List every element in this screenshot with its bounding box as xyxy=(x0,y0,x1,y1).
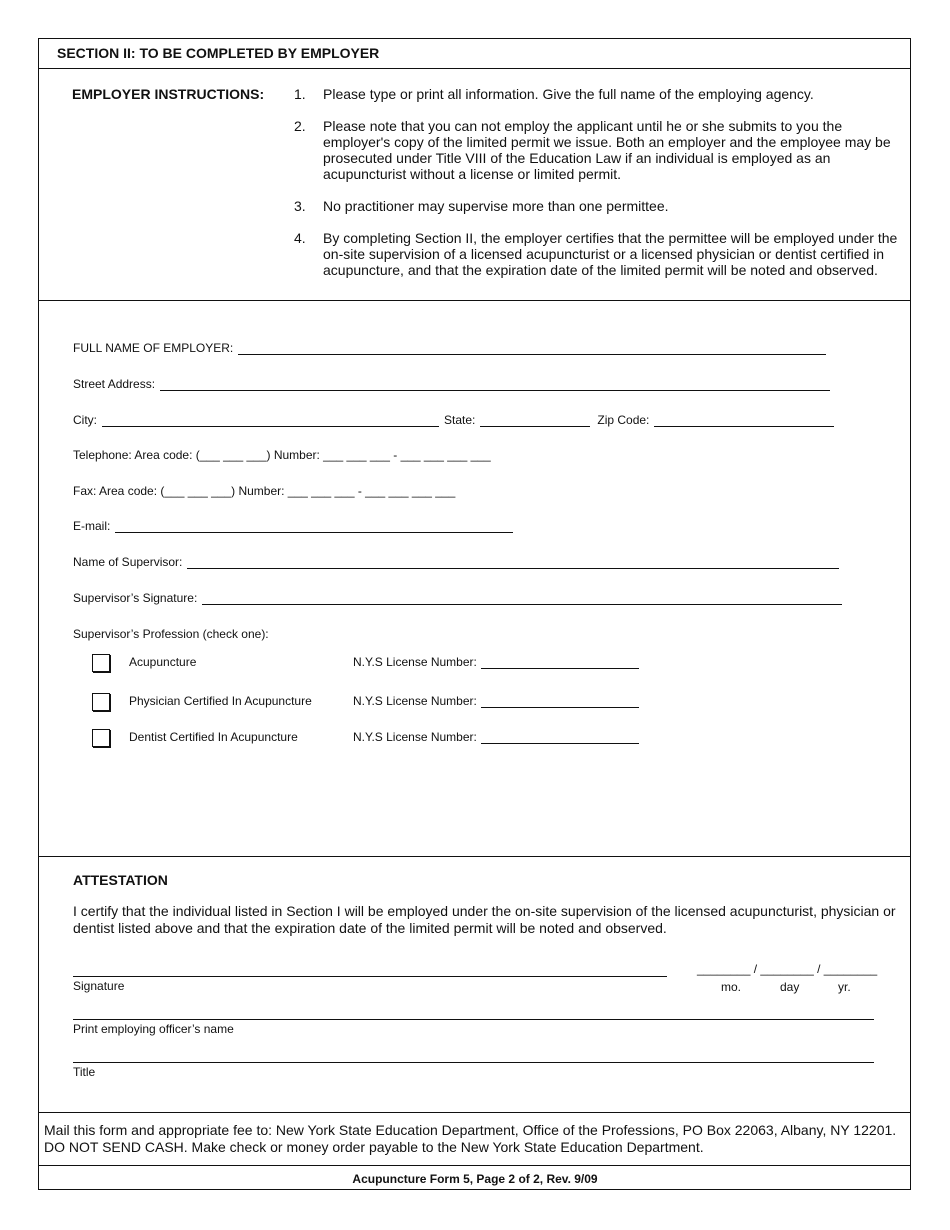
street-address-label: Street Address: xyxy=(73,377,156,391)
license-number-line[interactable] xyxy=(481,656,639,669)
print-name-label: Print employing officer’s name xyxy=(73,1022,234,1036)
fax-field[interactable] xyxy=(73,484,455,498)
print-name-line[interactable] xyxy=(73,1019,874,1020)
date-line[interactable]: ________ / ________ / ________ xyxy=(697,962,878,976)
physician-checkbox[interactable] xyxy=(92,693,110,711)
acupuncture-label: Acupuncture xyxy=(129,655,197,669)
supervisor-name-field[interactable] xyxy=(73,555,839,569)
employer-name-field[interactable] xyxy=(73,341,826,355)
state-line[interactable] xyxy=(480,414,590,427)
city-line[interactable] xyxy=(102,414,439,427)
license-number-line[interactable] xyxy=(481,695,639,708)
license-number-label: N.Y.S License Number: xyxy=(353,730,477,744)
acupuncture-checkbox[interactable] xyxy=(92,654,110,672)
email-label: E-mail: xyxy=(73,519,111,533)
license-number-field[interactable] xyxy=(353,655,639,669)
divider xyxy=(38,1112,911,1113)
divider xyxy=(38,68,911,69)
instruction-number: 3. xyxy=(294,198,306,214)
dentist-checkbox[interactable] xyxy=(92,729,110,747)
instruction-number: 2. xyxy=(294,118,306,134)
telephone-label: Telephone: Area code: (___ ___ ___) Number: ___ ___ ___ - ___ ___ ___ ___ xyxy=(73,448,491,462)
supervisor-name-label: Name of Supervisor: xyxy=(73,555,183,569)
instruction-text: By completing Section II, the employer certifies that the permittee will be employed under the on-site supervision of a licensed acupuncturist or a licensed physician or dentist certified in acupuncture, and that the expiration date of the limited permit will be noted and observed. xyxy=(323,230,898,278)
dentist-label: Dentist Certified In Acupuncture xyxy=(129,730,298,744)
employer-name-label: FULL NAME OF EMPLOYER: xyxy=(73,341,234,355)
license-number-line[interactable] xyxy=(481,731,639,744)
form-footer: Acupuncture Form 5, Page 2 of 2, Rev. 9/09 xyxy=(352,1172,598,1186)
city-label: City: xyxy=(73,413,97,427)
year-label: yr. xyxy=(838,980,851,994)
zip-line[interactable] xyxy=(654,414,834,427)
divider xyxy=(38,300,911,301)
employer-name-line[interactable] xyxy=(238,342,826,355)
section-title: SECTION II: TO BE COMPLETED BY EMPLOYER xyxy=(57,45,380,61)
fax-label: Fax: Area code: (___ ___ ___) Number: ___ ___ ___ - ___ ___ ___ ___ xyxy=(73,484,456,498)
divider xyxy=(38,856,911,857)
telephone-field[interactable] xyxy=(73,448,491,462)
street-address-line[interactable] xyxy=(160,378,830,391)
mailing-instructions: Mail this form and appropriate fee to: New York State Education Department, Office of the Professions, PO Box 22063, Albany, NY 12201. DO NOT SEND CASH. Make check or money order payable to the New York State Education Department. xyxy=(44,1122,897,1155)
license-number-field[interactable] xyxy=(353,730,639,744)
license-number-label: N.Y.S License Number: xyxy=(353,694,477,708)
instruction-text: Please note that you can not employ the applicant until he or she submits to you the employer's copy of the limited permit we issue. Both an employer and the employee may be prosecuted under Title VIII of the Education Law if an individual is employed as an acupuncturist without a license or limited permit. xyxy=(323,118,891,182)
instruction-number: 4. xyxy=(294,230,306,246)
zip-label: Zip Code: xyxy=(597,413,650,427)
attestation-title: ATTESTATION xyxy=(73,872,168,888)
state-label: State: xyxy=(444,413,476,427)
supervisor-name-line[interactable] xyxy=(187,556,839,569)
street-address-field[interactable] xyxy=(73,377,830,391)
city-state-zip-field[interactable] xyxy=(73,413,834,427)
supervisor-signature-line[interactable] xyxy=(202,592,842,605)
divider xyxy=(38,1165,911,1166)
supervisor-signature-label: Supervisor’s Signature: xyxy=(73,591,198,605)
attestation-text: I certify that the individual listed in Section I will be employed under the on-site supervision of the licensed acupuncturist, physician or dentist listed above and that the expiration date of the limited permit will be noted and observed. xyxy=(73,903,896,936)
instruction-text: Please type or print all information. Give the full name of the employing agency. xyxy=(323,86,814,102)
email-field[interactable] xyxy=(73,519,513,533)
supervisor-profession-label: Supervisor’s Profession (check one): xyxy=(73,627,269,641)
title-label: Title xyxy=(73,1065,96,1079)
month-label: mo. xyxy=(721,980,742,994)
signature-label: Signature xyxy=(73,979,125,993)
license-number-label: N.Y.S License Number: xyxy=(353,655,477,669)
instruction-text: No practitioner may supervise more than one permittee. xyxy=(323,198,669,214)
physician-label: Physician Certified In Acupuncture xyxy=(129,694,312,708)
day-label: day xyxy=(780,980,800,994)
supervisor-signature-field[interactable] xyxy=(73,591,842,605)
title-line[interactable] xyxy=(73,1062,874,1063)
instructions-label: EMPLOYER INSTRUCTIONS: xyxy=(72,86,265,102)
instruction-number: 1. xyxy=(294,86,306,102)
email-line[interactable] xyxy=(115,520,513,533)
license-number-field[interactable] xyxy=(353,694,639,708)
signature-line[interactable] xyxy=(73,976,667,977)
